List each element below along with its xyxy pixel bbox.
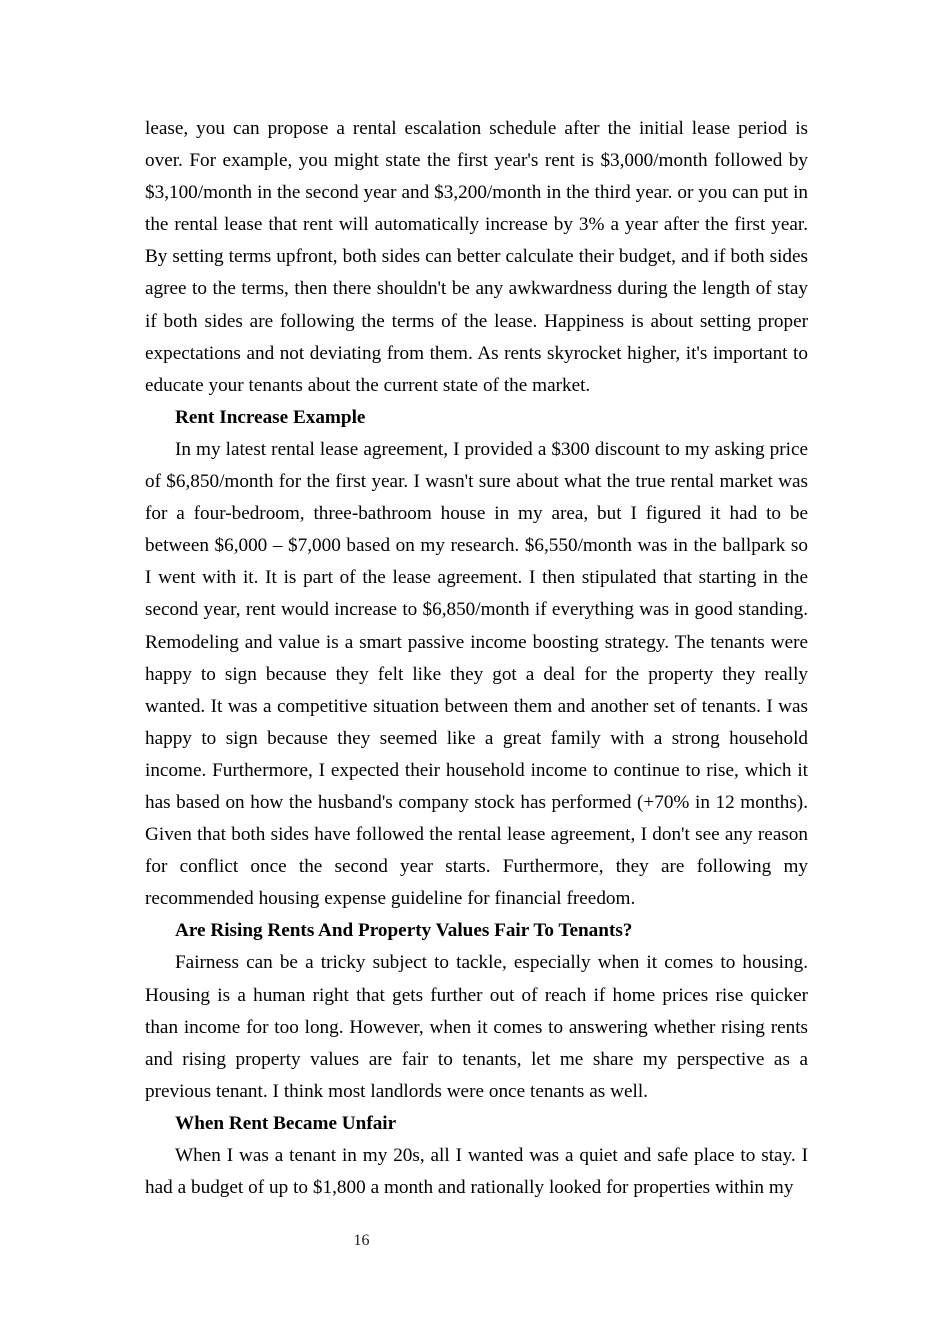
body-paragraph: In my latest rental lease agreement, I provided a $300 discount to my asking price of $6,850/month for the first year. I wasn't sure about what the true rental market was for a four-bedroom, three-bathroom house in my area, but I figured it had to be between $6,000 – $7,000 based on my research. $6,550/month was in the ballpark so I went with it. It is part of the lease agreement. I then stipulated that starting in the second year, rent would increase to $6,850/month if everything was in good standing. Remodeling and value is a smart passive income boosting strategy. The tenants were happy to sign because they felt like they got a deal for the property they really wanted. It was a competitive situation between them and another set of tenants. I was happy to sign because they seemed like a great family with a strong household income. Furthermore, I expected their household income to continue to rise, which it has based on how the husband's company stock has performed (+70% in 12 months). Given that both sides have followed the rental lease agreement, I don't see any reason for conflict once the second year starts. Furthermore, they are following my recommended housing expense guideline for financial freedom. <box>145 438 808 910</box>
body-paragraph: When I was a tenant in my 20s, all I wanted was a quiet and safe place to stay. I had a budget of up to $1,800 a month and rationally looked for properties within my <box>145 1145 808 1199</box>
body-paragraph: Fairness can be a tricky subject to tackle, especially when it comes to housing. Housing is a human right that gets further out of reach if home prices rise quicker than income for too long. However, when it comes to answering whether rising rents and rising property values are fair to tenants, let me share my perspective as a previous tenant. I think most landlords were once tenants as well. <box>145 952 808 1102</box>
page-number: 16 <box>353 1232 370 1249</box>
page-content-column <box>145 113 808 1204</box>
section-heading: Rent Increase Example <box>175 406 366 428</box>
section-heading: Are Rising Rents And Property Values Fair To Tenants? <box>175 920 633 942</box>
body-paragraph: lease, you can propose a rental escalation schedule after the initial lease period is over. For example, you might state the first year's rent is $3,000/month followed by $3,100/month in the second year and $3,200/month in the third year. or you can put in the rental lease that rent will automatically increase by 3% a year after the first year. By setting terms upfront, both sides can better calculate their budget, and if both sides agree to the terms, then there shouldn't be any awkwardness during the length of stay if both sides are following the terms of the lease. Happiness is about setting proper expectations and not deviating from them. As rents skyrocket higher, it's important to educate your tenants about the current state of the market. <box>145 118 808 396</box>
section-heading: When Rent Became Unfair <box>175 1112 397 1134</box>
